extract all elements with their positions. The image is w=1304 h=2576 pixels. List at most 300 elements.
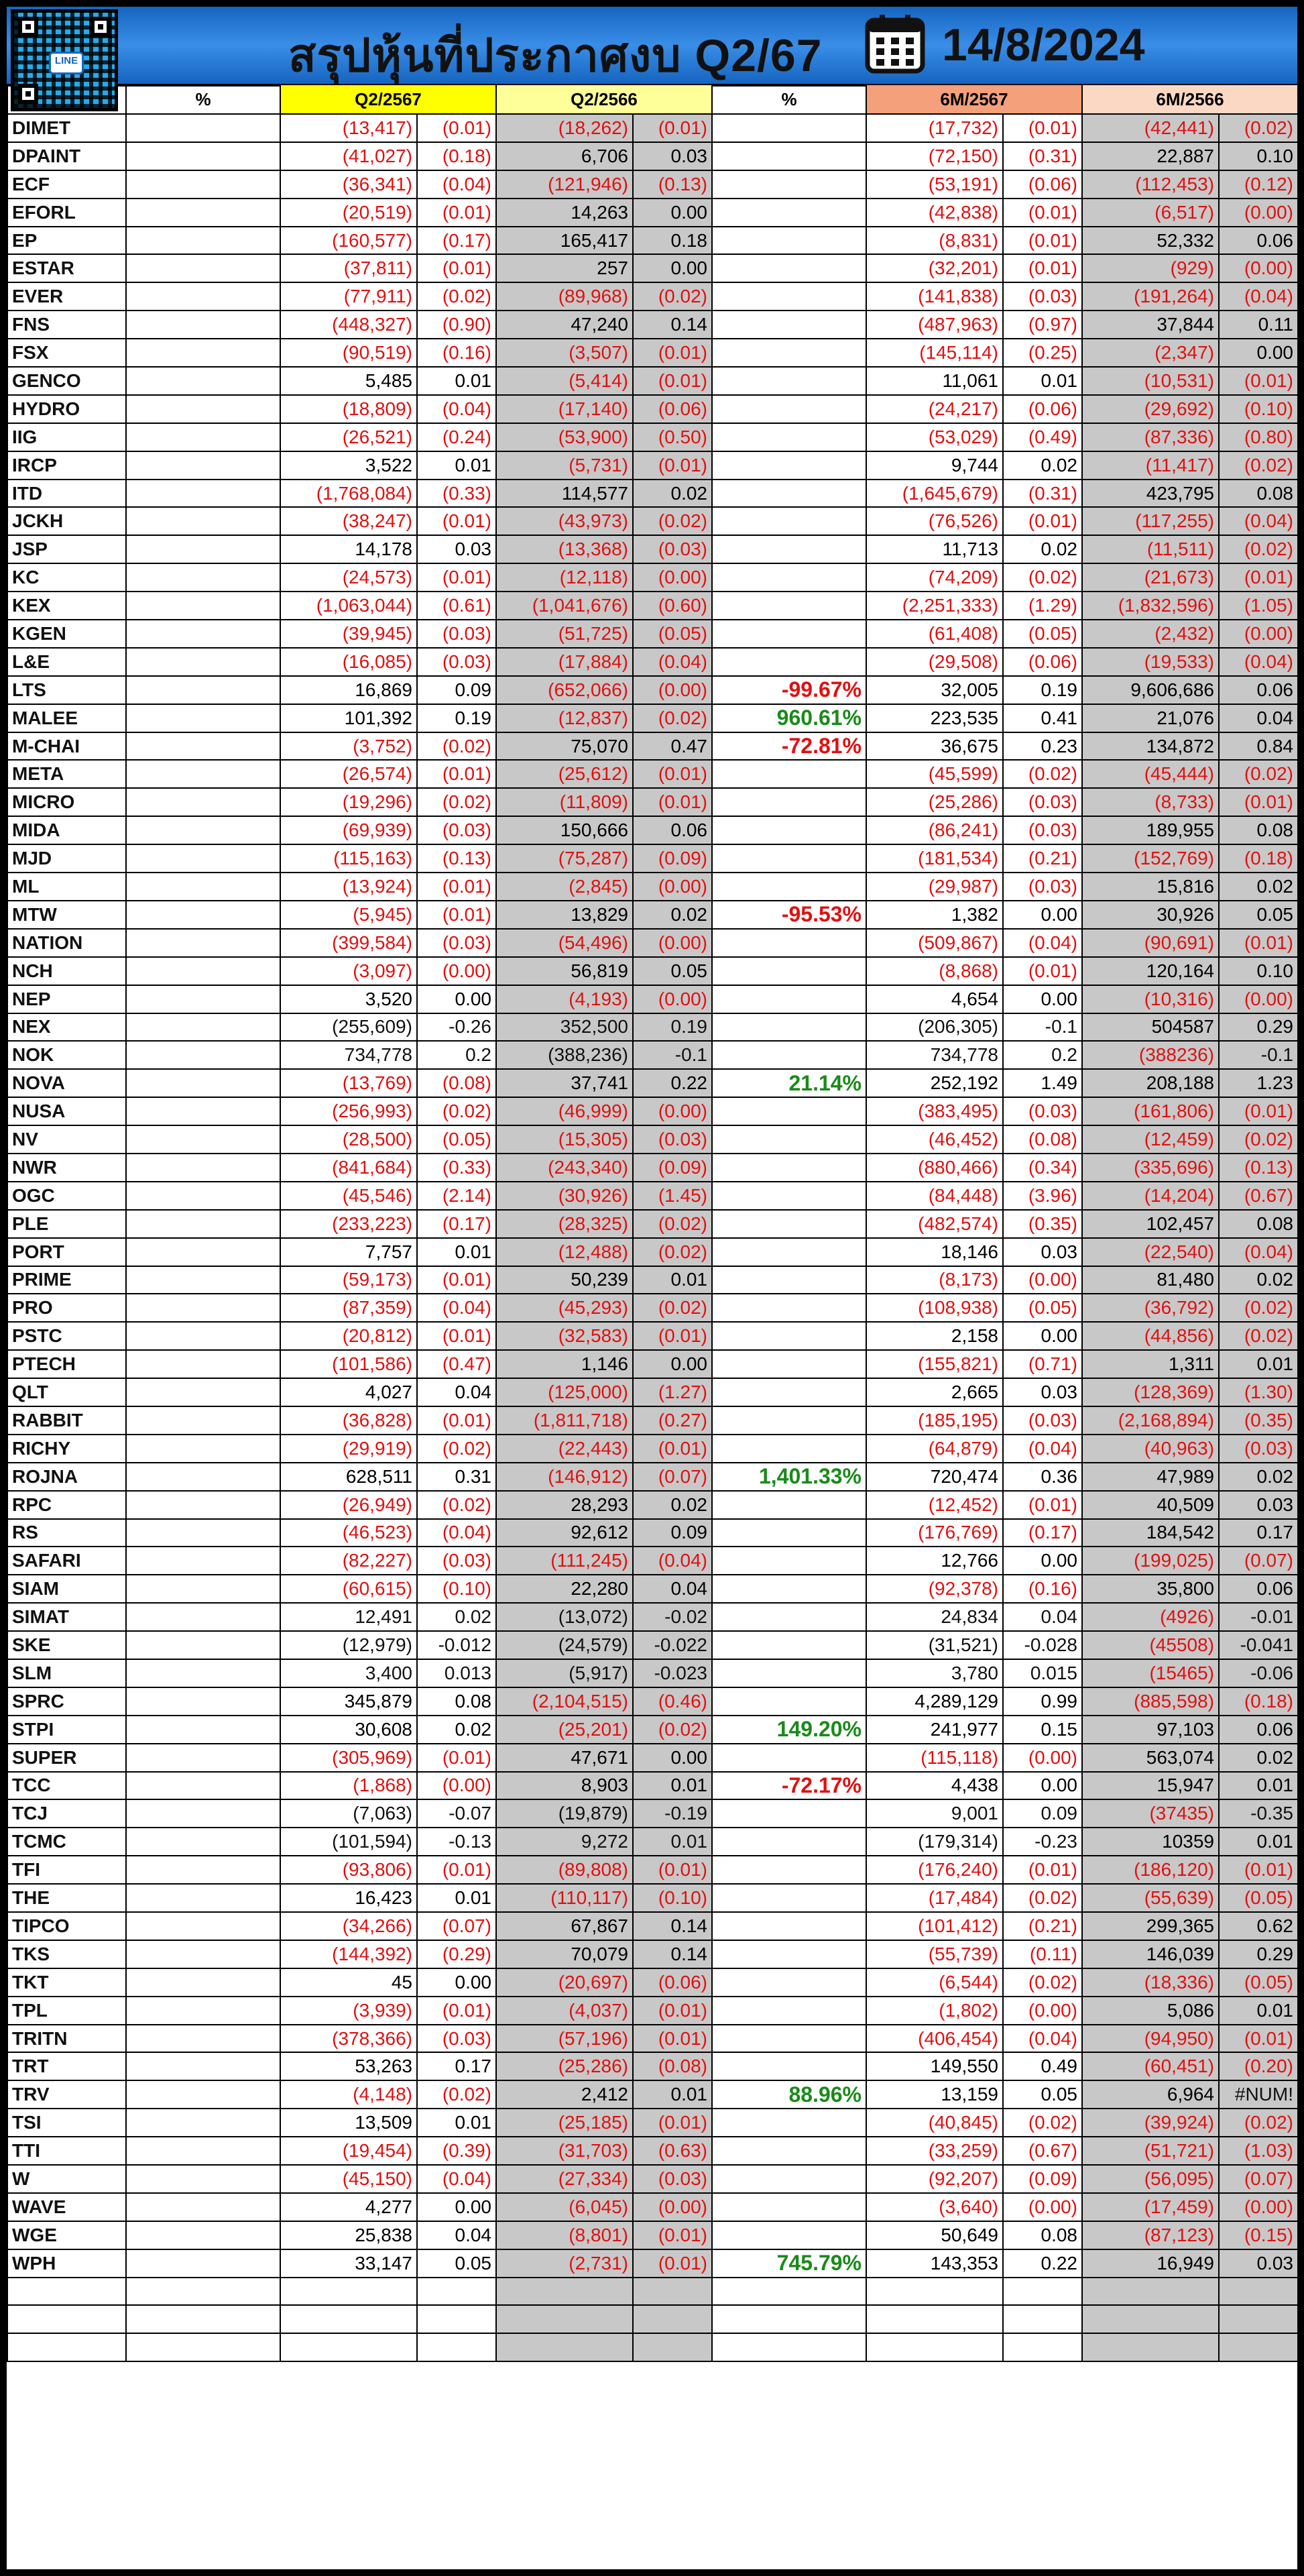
- m6-2567-eps-cell: (0.06): [1003, 395, 1082, 423]
- m6-2566-eps-cell: (0.02): [1219, 1322, 1297, 1350]
- m6-2567-eps-cell: (0.01): [1003, 507, 1082, 535]
- q2-2567-eps-cell: 0.01: [417, 451, 496, 480]
- m6-2567-eps-cell: (0.05): [1003, 620, 1082, 648]
- m6-2566-profit-cell: 1,311: [1082, 1350, 1219, 1378]
- q2-2567-profit-cell: (45,546): [280, 1182, 417, 1210]
- q2-2566-profit-cell: 13,829: [496, 901, 633, 929]
- q2-2566-profit-cell: (5,917): [496, 1659, 633, 1687]
- symbol-cell: NUSA: [7, 1097, 126, 1125]
- change-pct-cell: [712, 367, 866, 395]
- q2-2566-profit-cell: 67,867: [496, 1912, 633, 1940]
- m6-2567-profit-cell: (53,191): [866, 170, 1003, 199]
- m6-2566-eps-cell: -0.35: [1219, 1799, 1297, 1828]
- q2-2566-profit-cell: (22,443): [496, 1435, 633, 1463]
- m6-2567-eps-cell: (0.02): [1003, 1884, 1082, 1912]
- symbol-cell: NEP: [7, 985, 126, 1013]
- m6-2566-profit-cell: (37435): [1082, 1799, 1219, 1828]
- m6-2566-eps-cell: (0.80): [1219, 423, 1297, 451]
- change-pct-cell: [712, 2165, 866, 2193]
- m6-2566-eps-cell: (0.18): [1219, 844, 1297, 873]
- m6-2567-eps-cell: 0.99: [1003, 1687, 1082, 1716]
- m6-2566-profit-cell: 563,074: [1082, 1744, 1219, 1772]
- qr-finder: [91, 17, 111, 37]
- blank-pct-cell: [126, 648, 280, 676]
- q2-2567-eps-cell: (0.90): [417, 311, 496, 339]
- q2-2567-profit-cell: (16,085): [280, 648, 417, 676]
- symbol-cell: FNS: [7, 311, 126, 339]
- symbol-cell: OGC: [7, 1182, 126, 1210]
- m6-2566-profit-cell: (6,517): [1082, 199, 1219, 227]
- table-row: [7, 1884, 1297, 1912]
- q2-2566-profit-cell: (24,579): [496, 1631, 633, 1659]
- m6-2567-profit-cell: (880,466): [866, 1154, 1003, 1182]
- change-pct-cell: [712, 1912, 866, 1940]
- q2-2567-eps-cell: (0.01): [417, 901, 496, 929]
- change-pct-cell: [712, 1350, 866, 1378]
- q2-2567-eps-cell: (0.01): [417, 760, 496, 788]
- table-row: [7, 423, 1297, 451]
- change-pct-cell: [712, 1294, 866, 1322]
- q2-2567-profit-cell: (36,828): [280, 1406, 417, 1435]
- q2-2566-eps-cell: -0.023: [633, 1659, 712, 1687]
- m6-2567-profit-cell: (29,987): [866, 873, 1003, 901]
- change-pct-cell: [712, 2193, 866, 2221]
- change-pct-cell: [712, 1013, 866, 1042]
- m6-2566-eps-cell: 0.01: [1219, 1350, 1297, 1378]
- m6-2567-profit-cell: 13,159: [866, 2080, 1003, 2109]
- m6-2566-profit-cell: (45508): [1082, 1631, 1219, 1659]
- m6-2567-eps-cell: (0.08): [1003, 1125, 1082, 1154]
- q2-2566-eps-cell: 0.14: [633, 1912, 712, 1940]
- empty-row: [7, 2305, 1297, 2333]
- blank-pct-cell: [126, 1547, 280, 1575]
- q2-2567-profit-cell: 13,509: [280, 2109, 417, 2137]
- symbol-cell: TRITN: [7, 2025, 126, 2053]
- m6-2566-eps-cell: 0.08: [1219, 480, 1297, 508]
- m6-2567-eps-cell: 0.02: [1003, 451, 1082, 480]
- blank-pct-cell: [126, 1125, 280, 1154]
- q2-2566-profit-cell: (110,117): [496, 1884, 633, 1912]
- m6-2566-eps-cell: 0.06: [1219, 227, 1297, 255]
- q2-2567-eps-cell: 0.00: [417, 2193, 496, 2221]
- change-pct-cell: [712, 1266, 866, 1294]
- q2-2567-eps-cell: (0.13): [417, 844, 496, 873]
- blank-pct-cell: [126, 1603, 280, 1631]
- q2-2567-eps-cell: (0.02): [417, 282, 496, 311]
- m6-2567-eps-cell: (0.02): [1003, 2109, 1082, 2137]
- q2-2567-profit-cell: (60,615): [280, 1575, 417, 1603]
- symbol-cell: NOK: [7, 1041, 126, 1069]
- m6-2567-profit-cell: (185,195): [866, 1406, 1003, 1435]
- symbol-cell: PLE: [7, 1210, 126, 1238]
- table-row: [7, 1575, 1297, 1603]
- table-row: [7, 1912, 1297, 1940]
- m6-2567-eps-cell: 0.36: [1003, 1463, 1082, 1491]
- q2-2566-eps-cell: (0.05): [633, 620, 712, 648]
- q2-2567-profit-cell: (93,806): [280, 1856, 417, 1884]
- table-row: [7, 367, 1297, 395]
- change-pct-cell: [712, 395, 866, 423]
- table-row: [7, 760, 1297, 788]
- empty-cell: [633, 2278, 712, 2306]
- q2-2566-profit-cell: (30,926): [496, 1182, 633, 1210]
- m6-2566-eps-cell: (0.12): [1219, 170, 1297, 199]
- q2-2567-eps-cell: -0.26: [417, 1013, 496, 1042]
- change-pct-cell: -72.17%: [712, 1772, 866, 1800]
- table-row: [7, 1491, 1297, 1519]
- q2-2567-eps-cell: 0.01: [417, 1884, 496, 1912]
- symbol-cell: MTW: [7, 901, 126, 929]
- q2-2566-eps-cell: 0.09: [633, 1519, 712, 1547]
- m6-2566-profit-cell: (128,369): [1082, 1378, 1219, 1406]
- blank-pct-cell: [126, 2052, 280, 2080]
- symbol-cell: TCJ: [7, 1799, 126, 1828]
- q2-2567-eps-cell: (0.03): [417, 929, 496, 957]
- m6-2566-eps-cell: 0.01: [1219, 1997, 1297, 2025]
- m6-2566-eps-cell: (0.01): [1219, 367, 1297, 395]
- table-row: [7, 114, 1297, 142]
- change-pct-cell: [712, 1856, 866, 1884]
- table-row: [7, 1968, 1297, 1997]
- m6-2566-profit-cell: (112,453): [1082, 170, 1219, 199]
- m6-2567-eps-cell: 0.05: [1003, 2080, 1082, 2109]
- q2-2566-profit-cell: 70,079: [496, 1940, 633, 1968]
- q2-2566-eps-cell: (0.60): [633, 592, 712, 620]
- empty-cell: [1003, 2278, 1082, 2306]
- symbol-cell: SLM: [7, 1659, 126, 1687]
- q2-2567-profit-cell: (34,266): [280, 1912, 417, 1940]
- m6-2566-eps-cell: (1.30): [1219, 1378, 1297, 1406]
- q2-2566-profit-cell: 28,293: [496, 1491, 633, 1519]
- q2-2566-eps-cell: (0.01): [633, 1435, 712, 1463]
- q2-2567-profit-cell: 30,608: [280, 1716, 417, 1744]
- symbol-cell: TIPCO: [7, 1912, 126, 1940]
- q2-2566-profit-cell: (13,368): [496, 535, 633, 563]
- m6-2567-eps-cell: (0.00): [1003, 1744, 1082, 1772]
- m6-2566-eps-cell: (0.20): [1219, 2052, 1297, 2080]
- m6-2567-profit-cell: (92,207): [866, 2165, 1003, 2193]
- change-pct-cell: [712, 227, 866, 255]
- q2-2566-profit-cell: (46,999): [496, 1097, 633, 1125]
- m6-2567-profit-cell: (12,452): [866, 1491, 1003, 1519]
- m6-2567-profit-cell: (141,838): [866, 282, 1003, 311]
- change-pct-cell: [712, 1154, 866, 1182]
- q2-2567-eps-cell: (0.01): [417, 1266, 496, 1294]
- q2-2566-eps-cell: (0.00): [633, 676, 712, 704]
- q2-2566-profit-cell: (15,305): [496, 1125, 633, 1154]
- m6-2567-profit-cell: (74,209): [866, 563, 1003, 592]
- m6-2567-eps-cell: (0.11): [1003, 1940, 1082, 1968]
- q2-2567-eps-cell: 0.013: [417, 1659, 496, 1687]
- m6-2567-eps-cell: 0.09: [1003, 1799, 1082, 1828]
- q2-2567-eps-cell: 0.04: [417, 2221, 496, 2249]
- blank-pct-cell: [126, 1154, 280, 1182]
- q2-2566-eps-cell: (0.01): [633, 760, 712, 788]
- m6-2567-profit-cell: 12,766: [866, 1547, 1003, 1575]
- symbol-cell: PSTC: [7, 1322, 126, 1350]
- symbol-cell: TTI: [7, 2137, 126, 2165]
- m6-2567-eps-cell: 0.15: [1003, 1716, 1082, 1744]
- table-row: [7, 985, 1297, 1013]
- m6-2567-eps-cell: 0.19: [1003, 676, 1082, 704]
- symbol-cell: KC: [7, 563, 126, 592]
- change-pct-cell: 745.79%: [712, 2249, 866, 2278]
- q2-2567-profit-cell: 53,263: [280, 2052, 417, 2080]
- q2-2567-eps-cell: (0.01): [417, 114, 496, 142]
- m6-2566-eps-cell: 0.29: [1219, 1940, 1297, 1968]
- symbol-cell: EP: [7, 227, 126, 255]
- m6-2566-eps-cell: -0.01: [1219, 1603, 1297, 1631]
- m6-2566-profit-cell: 37,844: [1082, 311, 1219, 339]
- blank-pct-cell: [126, 535, 280, 563]
- q2-2566-eps-cell: 0.06: [633, 816, 712, 844]
- q2-2567-eps-cell: (0.01): [417, 563, 496, 592]
- q2-2567-profit-cell: (59,173): [280, 1266, 417, 1294]
- m6-2566-profit-cell: (90,691): [1082, 929, 1219, 957]
- q2-2566-profit-cell: (32,583): [496, 1322, 633, 1350]
- blank-pct-cell: [126, 1912, 280, 1940]
- empty-cell: [1003, 2333, 1082, 2361]
- empty-cell: [496, 2278, 633, 2306]
- q2-2566-eps-cell: -0.19: [633, 1799, 712, 1828]
- m6-2567-profit-cell: (29,508): [866, 648, 1003, 676]
- m6-2566-eps-cell: -0.06: [1219, 1659, 1297, 1687]
- m6-2566-profit-cell: 15,816: [1082, 873, 1219, 901]
- q2-2567-eps-cell: (0.02): [417, 2080, 496, 2109]
- table-row: [7, 1772, 1297, 1800]
- q2-2567-eps-cell: (0.01): [417, 254, 496, 282]
- m6-2566-profit-cell: (55,639): [1082, 1884, 1219, 1912]
- table-row: [7, 254, 1297, 282]
- m6-2566-profit-cell: 9,606,686: [1082, 676, 1219, 704]
- m6-2567-eps-cell: (0.67): [1003, 2137, 1082, 2165]
- q2-2567-profit-cell: 628,511: [280, 1463, 417, 1491]
- q2-2567-eps-cell: (0.00): [417, 957, 496, 985]
- m6-2566-eps-cell: (0.02): [1219, 114, 1297, 142]
- q2-2566-eps-cell: (0.02): [633, 1210, 712, 1238]
- symbol-cell: W: [7, 2165, 126, 2193]
- change-pct-cell: [712, 1125, 866, 1154]
- empty-cell: [866, 2305, 1003, 2333]
- blank-pct-cell: [126, 1519, 280, 1547]
- change-pct-cell: [712, 507, 866, 535]
- blank-pct-cell: [126, 1069, 280, 1097]
- m6-2566-profit-cell: 102,457: [1082, 1210, 1219, 1238]
- m6-2566-eps-cell: (0.01): [1219, 929, 1297, 957]
- m6-2566-profit-cell: (12,459): [1082, 1125, 1219, 1154]
- change-pct-cell: [712, 142, 866, 170]
- q2-2567-eps-cell: 0.09: [417, 676, 496, 704]
- m6-2566-profit-cell: (94,950): [1082, 2025, 1219, 2053]
- m6-2566-profit-cell: (186,120): [1082, 1856, 1219, 1884]
- m6-2566-eps-cell: (1.05): [1219, 592, 1297, 620]
- symbol-cell: ML: [7, 873, 126, 901]
- m6-2566-eps-cell: 0.17: [1219, 1519, 1297, 1547]
- m6-2566-eps-cell: 0.02: [1219, 873, 1297, 901]
- m6-2566-eps-cell: (0.01): [1219, 1856, 1297, 1884]
- change-pct-cell: [712, 535, 866, 563]
- change-pct-cell: [712, 844, 866, 873]
- symbol-cell: NEX: [7, 1013, 126, 1042]
- m6-2567-eps-cell: 0.49: [1003, 2052, 1082, 2080]
- empty-cell: [496, 2333, 633, 2361]
- change-pct-cell: [712, 957, 866, 985]
- q2-2566-eps-cell: 0.00: [633, 199, 712, 227]
- q2-2567-eps-cell: (0.08): [417, 1069, 496, 1097]
- empty-cell: [417, 2333, 496, 2361]
- m6-2566-eps-cell: 0.08: [1219, 1210, 1297, 1238]
- m6-2567-eps-cell: (0.25): [1003, 339, 1082, 367]
- q2-2566-profit-cell: (125,000): [496, 1378, 633, 1406]
- m6-2567-profit-cell: (509,867): [866, 929, 1003, 957]
- q2-2567-eps-cell: (0.01): [417, 1406, 496, 1435]
- change-pct-cell: [712, 170, 866, 199]
- m6-2567-profit-cell: (179,314): [866, 1828, 1003, 1856]
- m6-2566-eps-cell: (0.01): [1219, 2025, 1297, 2053]
- change-pct-cell: [712, 1575, 866, 1603]
- q2-2566-profit-cell: (25,201): [496, 1716, 633, 1744]
- q2-2567-profit-cell: 12,491: [280, 1603, 417, 1631]
- change-pct-cell: [712, 1491, 866, 1519]
- m6-2567-eps-cell: (0.03): [1003, 816, 1082, 844]
- q2-2567-eps-cell: (0.01): [417, 1744, 496, 1772]
- blank-pct-cell: [126, 1041, 280, 1069]
- m6-2566-eps-cell: (0.07): [1219, 1547, 1297, 1575]
- line-qr-code[interactable]: [11, 9, 118, 111]
- change-pct-cell: [712, 199, 866, 227]
- q2-2567-profit-cell: (13,769): [280, 1069, 417, 1097]
- m6-2566-profit-cell: (199,025): [1082, 1547, 1219, 1575]
- q2-2567-profit-cell: (82,227): [280, 1547, 417, 1575]
- q2-2566-eps-cell: (0.08): [633, 2052, 712, 2080]
- m6-2567-profit-cell: 11,713: [866, 535, 1003, 563]
- table-row: [7, 1744, 1297, 1772]
- q2-2566-profit-cell: 1,146: [496, 1350, 633, 1378]
- q2-2567-profit-cell: (37,811): [280, 254, 417, 282]
- q2-2566-eps-cell: (0.02): [633, 282, 712, 311]
- m6-2566-eps-cell: (0.02): [1219, 535, 1297, 563]
- q2-2566-profit-cell: (11,809): [496, 788, 633, 816]
- q2-2566-eps-cell: 0.02: [633, 901, 712, 929]
- q2-2566-profit-cell: (243,340): [496, 1154, 633, 1182]
- m6-2567-profit-cell: (1,802): [866, 1997, 1003, 2025]
- blank-pct-cell: [126, 2137, 280, 2165]
- change-pct-cell: [712, 2052, 866, 2080]
- symbol-cell: SAFARI: [7, 1547, 126, 1575]
- q2-2566-eps-cell: (0.06): [633, 395, 712, 423]
- change-pct-cell: [712, 873, 866, 901]
- calendar-icon: [865, 13, 925, 74]
- change-pct-cell: [712, 620, 866, 648]
- m6-2567-eps-cell: (0.01): [1003, 227, 1082, 255]
- blank-pct-cell: [126, 1687, 280, 1716]
- q2-2566-profit-cell: (1,041,676): [496, 592, 633, 620]
- table-row: [7, 311, 1297, 339]
- symbol-cell: JSP: [7, 535, 126, 563]
- m6-2566-profit-cell: 5,086: [1082, 1997, 1219, 2025]
- m6-2567-eps-cell: 0.00: [1003, 1322, 1082, 1350]
- change-pct-cell: [712, 423, 866, 451]
- q2-2567-profit-cell: 3,400: [280, 1659, 417, 1687]
- q2-2566-eps-cell: 0.02: [633, 480, 712, 508]
- change-pct-cell: [712, 1631, 866, 1659]
- q2-2566-eps-cell: -0.022: [633, 1631, 712, 1659]
- m6-2566-eps-cell: (0.10): [1219, 395, 1297, 423]
- m6-2566-eps-cell: (0.02): [1219, 760, 1297, 788]
- m6-2567-profit-cell: 2,158: [866, 1322, 1003, 1350]
- symbol-cell: THE: [7, 1884, 126, 1912]
- blank-pct-cell: [126, 2080, 280, 2109]
- m6-2567-eps-cell: (0.04): [1003, 929, 1082, 957]
- m6-2567-profit-cell: (8,173): [866, 1266, 1003, 1294]
- q2-2567-eps-cell: (2.14): [417, 1182, 496, 1210]
- m6-2567-eps-cell: (0.02): [1003, 760, 1082, 788]
- blank-pct-cell: [126, 1799, 280, 1828]
- empty-cell: [126, 2305, 280, 2333]
- q2-2567-eps-cell: -0.13: [417, 1828, 496, 1856]
- m6-2567-profit-cell: (8,831): [866, 227, 1003, 255]
- m6-2566-profit-cell: (42,441): [1082, 114, 1219, 142]
- m6-2566-eps-cell: (0.00): [1219, 620, 1297, 648]
- m6-2567-profit-cell: (155,821): [866, 1350, 1003, 1378]
- change-pct-cell: [712, 1406, 866, 1435]
- empty-cell: [7, 2305, 126, 2333]
- m6-2567-eps-cell: (0.04): [1003, 2025, 1082, 2053]
- q2-2567-profit-cell: (305,969): [280, 1744, 417, 1772]
- q2-2566-eps-cell: 0.14: [633, 1940, 712, 1968]
- m6-2566-eps-cell: (0.04): [1219, 507, 1297, 535]
- m6-2566-eps-cell: (0.00): [1219, 254, 1297, 282]
- m6-2567-profit-cell: 720,474: [866, 1463, 1003, 1491]
- q2-2566-profit-cell: (54,496): [496, 929, 633, 957]
- symbol-cell: TPL: [7, 1997, 126, 2025]
- m6-2566-profit-cell: (2,347): [1082, 339, 1219, 367]
- q2-2567-eps-cell: 0.01: [417, 2109, 496, 2137]
- m6-2566-profit-cell: 208,188: [1082, 1069, 1219, 1097]
- q2-2567-eps-cell: -0.012: [417, 1631, 496, 1659]
- q2-2566-eps-cell: (0.07): [633, 1463, 712, 1491]
- symbol-cell: RABBIT: [7, 1406, 126, 1435]
- m6-2566-eps-cell: (0.02): [1219, 451, 1297, 480]
- q2-2566-profit-cell: (388,236): [496, 1041, 633, 1069]
- q2-2566-eps-cell: (0.01): [633, 2109, 712, 2137]
- change-pct-cell: [712, 788, 866, 816]
- q2-2566-eps-cell: (0.02): [633, 1238, 712, 1266]
- m6-2567-eps-cell: (3.96): [1003, 1182, 1082, 1210]
- m6-2567-eps-cell: (0.03): [1003, 1406, 1082, 1435]
- m6-2566-eps-cell: 0.05: [1219, 901, 1297, 929]
- blank-pct-cell: [126, 2249, 280, 2278]
- symbol-cell: HYDRO: [7, 395, 126, 423]
- change-pct-cell: [712, 1744, 866, 1772]
- q2-2567-eps-cell: 0.08: [417, 1687, 496, 1716]
- q2-2567-profit-cell: (101,594): [280, 1828, 417, 1856]
- m6-2567-profit-cell: 32,005: [866, 676, 1003, 704]
- q2-2567-eps-cell: (0.03): [417, 1547, 496, 1575]
- symbol-cell: WAVE: [7, 2193, 126, 2221]
- q2-2567-profit-cell: 4,027: [280, 1378, 417, 1406]
- q2-2566-eps-cell: 0.47: [633, 732, 712, 761]
- q2-2567-eps-cell: (0.05): [417, 1125, 496, 1154]
- symbol-cell: SIMAT: [7, 1603, 126, 1631]
- m6-2567-eps-cell: 0.03: [1003, 1378, 1082, 1406]
- empty-cell: [712, 2278, 866, 2306]
- empty-cell: [126, 2278, 280, 2306]
- report-frame: [7, 7, 1297, 2569]
- q2-2566-profit-cell: 257: [496, 254, 633, 282]
- q2-2567-profit-cell: 101,392: [280, 704, 417, 732]
- q2-2566-eps-cell: (0.01): [633, 367, 712, 395]
